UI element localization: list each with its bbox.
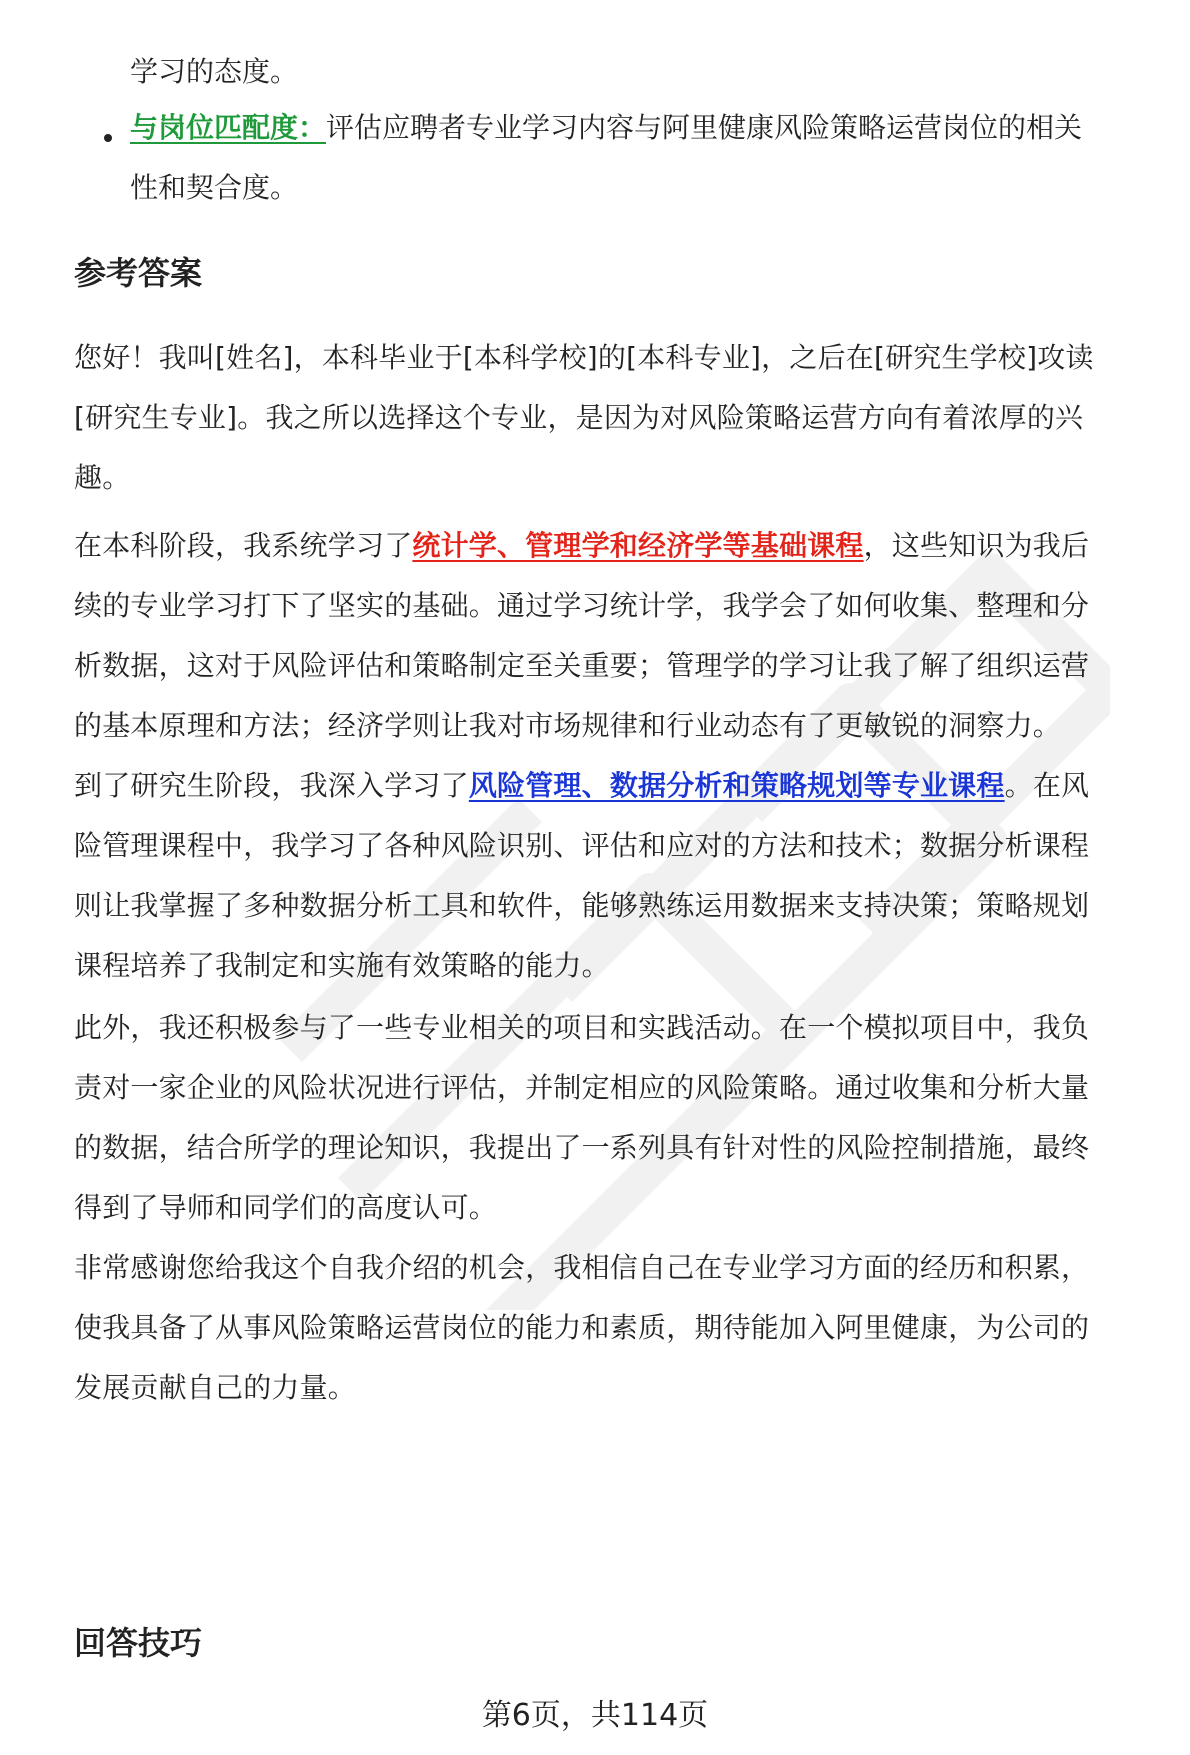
paragraph-text: 在本科阶段，我系统学习了 — [74, 529, 413, 562]
section-heading-answer-tips: 回答技巧 — [74, 1624, 203, 1662]
paragraph-line: 课程培养了我制定和实施有效策略的能力。 — [74, 949, 610, 982]
paragraph-projects — [74, 998, 1164, 1238]
previous-bullet-text: 学习的态度。 — [130, 55, 299, 88]
paragraph-line: 趣。 — [74, 461, 131, 494]
paragraph-line: [研究生专业]。我之所以选择这个专业，是因为对风险策略运营方向有着浓厚的兴 — [74, 401, 1084, 434]
paragraph-text: 到了研究生阶段，我深入学习了 — [74, 769, 469, 802]
bullet-label: 与岗位匹配度： — [130, 111, 327, 144]
paragraph-line: 续的专业学习打下了坚实的基础。通过学习统计学，我学会了如何收集、整理和分 — [74, 589, 1090, 622]
bullet-item-job-fit — [130, 98, 1170, 218]
page-number-footer: 第6页，共114页 — [481, 1698, 709, 1733]
paragraph-line: 使我具备了从事风险策略运营岗位的能力和素质，期待能加入阿里健康，为公司的 — [74, 1311, 1090, 1344]
undergraduate-courses-link[interactable]: 统计学、管理学和经济学等基础课程 — [412, 529, 864, 562]
section-heading-reference-answer: 参考答案 — [74, 254, 203, 292]
paragraph-line — [74, 756, 1164, 816]
paragraph-line: 则让我掌握了多种数据分析工具和软件，能够熟练运用数据来支持决策；策略规划 — [74, 889, 1090, 922]
paragraph-line: 此外，我还积极参与了一些专业相关的项目和实践活动。在一个模拟项目中，我负 — [74, 1011, 1090, 1044]
bullet-marker — [104, 134, 112, 142]
paragraph-line: 得到了导师和同学们的高度认可。 — [74, 1191, 498, 1224]
paragraph-line: 非常感谢您给我这个自我介绍的机会，我相信自己在专业学习方面的经历和积累， — [74, 1251, 1090, 1284]
paragraph-line: 发展贡献自己的力量。 — [74, 1371, 357, 1404]
paragraph-closing — [74, 1238, 1164, 1418]
previous-bullet-continuation — [130, 42, 1170, 102]
paragraph-line: 责对一家企业的风险状况进行评估，并制定相应的风险策略。通过收集和分析大量 — [74, 1071, 1090, 1104]
paragraph-text: 。在风 — [1004, 769, 1090, 802]
paragraph-line: 险管理课程中，我学习了各种风险识别、评估和应对的方法和技术；数据分析课程 — [74, 829, 1090, 862]
paragraph-line: 析数据，这对于风险评估和策略制定至关重要；管理学的学习让我了解了组织运营 — [74, 649, 1090, 682]
paragraph-line — [74, 516, 1164, 576]
paragraph-line: 的数据，结合所学的理论知识，我提出了一系列具有针对性的风险控制措施，最终 — [74, 1131, 1090, 1164]
bullet-line-1 — [130, 98, 1170, 158]
paragraph-graduate — [74, 756, 1164, 996]
paragraph-text: ，这些知识为我后 — [863, 529, 1090, 562]
paragraph-line: 的基本原理和方法；经济学则让我对市场规律和行业动态有了更敏锐的洞察力。 — [74, 709, 1062, 742]
bullet-line-2: 性和契合度。 — [130, 171, 299, 204]
bullet-text-1: 评估应聘者专业学习内容与阿里健康风险策略运营岗位的相关 — [326, 111, 1083, 144]
paragraph-introduction — [74, 328, 1164, 508]
graduate-courses-link[interactable]: 风险管理、数据分析和策略规划等专业课程 — [468, 769, 1005, 802]
paragraph-line: 您好！我叫[姓名]，本科毕业于[本科学校]的[本科专业]，之后在[研究生学校]攻读 — [74, 341, 1094, 374]
paragraph-undergraduate — [74, 516, 1164, 756]
